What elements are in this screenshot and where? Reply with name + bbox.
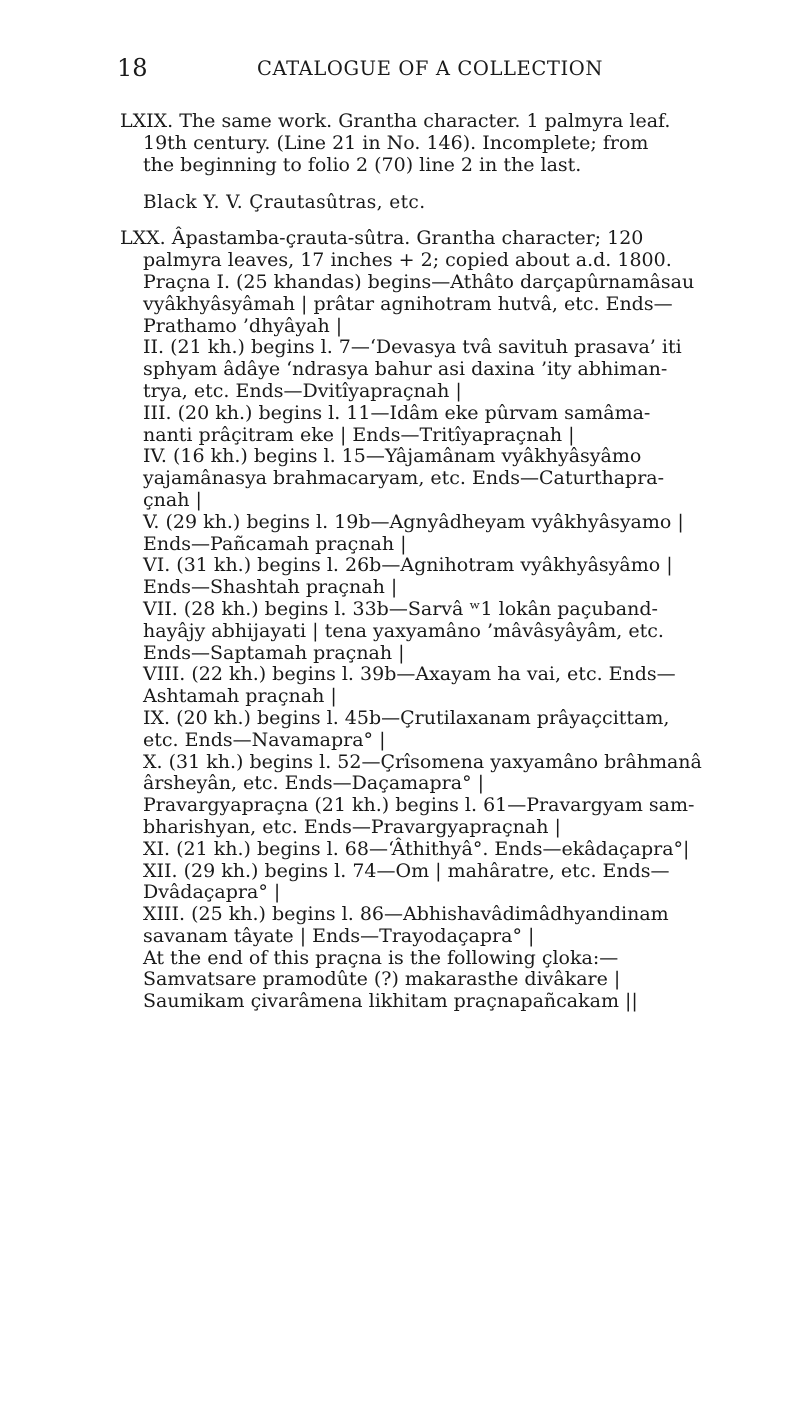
entry-lxx-line: Ends—Saptamah praçnah |: [143, 641, 405, 664]
section-heading: Black Y. V. Çrautasûtras, etc.: [143, 192, 426, 214]
entry-lxx-line: Saumikam çivarâmena likhitam praçnapañcakam ||: [143, 990, 638, 1013]
entry-lxx-line: III. (20 kh.) begins l. 11—Idâm eke pûrvam samâma-: [143, 401, 651, 424]
entry-lxx-line: Praçna I. (25 khandas) begins—Athâto darçapûrnamâsau: [143, 270, 695, 293]
entry-lxx-line: yajamânasya brahmacaryam, etc. Ends—Caturthapra-: [143, 467, 665, 490]
entry-lxx-line: XIII. (25 kh.) begins l. 86—Abhishavâdimâdhyandinam: [143, 903, 669, 926]
entry-lxix-line: the beginning to folio 2 (70) line 2 in the last.: [143, 153, 582, 176]
entry-lxx-line: Pravargyapraçna (21 kh.) begins l. 61—Pravargyam sam-: [143, 794, 695, 817]
entry-lxx-line: VI. (31 kh.) begins l. 26b—Agnihotram vyâkhyâsyâmo |: [143, 554, 673, 577]
entry-lxx-line: IV. (16 kh.) begins l. 15—Yâjamânam vyâkhyâsyâmo: [143, 445, 642, 468]
entry-lxx-line: XI. (21 kh.) begins l. 68—‘Âthithyâ°. Ends—ekâdaçapra°|: [143, 837, 690, 860]
entry-lxx-line: IX. (20 kh.) begins l. 45b—Çrutilaxanam prâyaçcittam,: [143, 706, 670, 729]
running-head: CATALOGUE OF A COLLECTION: [257, 57, 604, 80]
catalogue-text: [120, 111, 710, 1013]
entry-lxx-line: At the end of this praçna is the following çloka:—: [143, 946, 619, 969]
entry-lxx-line: VII. (28 kh.) begins l. 33b—Sarvâ ʷ1 lokân paçuband-: [143, 597, 658, 620]
entry-lxx-line: savanam tâyate | Ends—Trayodaçapra° |: [143, 924, 535, 947]
entry-lxx-line: ârsheyân, etc. Ends—Daçamapra° |: [143, 772, 485, 795]
page-number: 18: [117, 54, 148, 82]
entry-lxx-title: LXX. Âpastamba-çrauta-sûtra. Grantha character; 120: [120, 227, 644, 250]
entry-lxx-line: XII. (29 kh.) begins l. 74—Om | mahâratre, etc. Ends—: [143, 859, 670, 882]
entry-lxx-line: Dvâdaçapra° |: [143, 881, 281, 904]
entry-lxx-line: palmyra leaves, 17 inches + 2; copied about a.d. 1800.: [143, 249, 672, 272]
entry-lxx-line: Samvatsare pramodûte (?) makarasthe divâkare |: [143, 968, 621, 991]
entry-lxx-line: bharishyan, etc. Ends—Pravargyapraçnah |: [143, 815, 561, 838]
entry-lxx-line: çnah |: [143, 488, 202, 511]
entry-lxx-line: X. (31 kh.) begins l. 52—Çrîsomena yaxyamâno brâhmanâ: [143, 750, 702, 773]
entry-lxx-line: nanti prâçitram eke | Ends—Tritîyapraçnah |: [143, 423, 575, 446]
entry-lxx-line: hayâjy abhijayati | tena yaxyamâno ’mâvâsyâyâm, etc.: [143, 619, 664, 642]
page-header: [117, 54, 717, 82]
entry-lxx-line: vyâkhyâsyâmah | prâtar agnihotram hutvâ, etc. Ends—: [143, 292, 673, 315]
entry-lxix-line: 19th century. (Line 21 in No. 146). Incomplete; from: [143, 131, 649, 154]
entry-lxx-line: Ends—Shashtah praçnah |: [143, 576, 398, 599]
entry-lxx-line: Prathamo ’dhyâyah |: [143, 314, 343, 337]
entry-lxx-line: II. (21 kh.) begins l. 7—‘Devasya tvâ savituh prasava’ iti: [143, 336, 682, 359]
entry-lxx-line: sphyam âdâye ‘ndrasya bahur asi daxina ’ity abhiman-: [143, 358, 668, 381]
entry-lxx-line: VIII. (22 kh.) begins l. 39b—Axayam ha vai, etc. Ends—: [143, 663, 676, 686]
entry-lxix-line: LXIX. The same work. Grantha character. 1 palmyra leaf.: [120, 110, 671, 132]
entry-lxx-line: trya, etc. Ends—Dvitîyapraçnah |: [143, 379, 462, 402]
entry-lxx-line: Ashtamah praçnah |: [143, 685, 337, 708]
entry-lxx-line: V. (29 kh.) begins l. 19b—Agnyâdheyam vyâkhyâsyamo |: [143, 510, 684, 533]
entry-lxx-line: Ends—Pañcamah praçnah |: [143, 532, 407, 555]
entry-lxx-line: etc. Ends—Navamapra° |: [143, 728, 386, 751]
